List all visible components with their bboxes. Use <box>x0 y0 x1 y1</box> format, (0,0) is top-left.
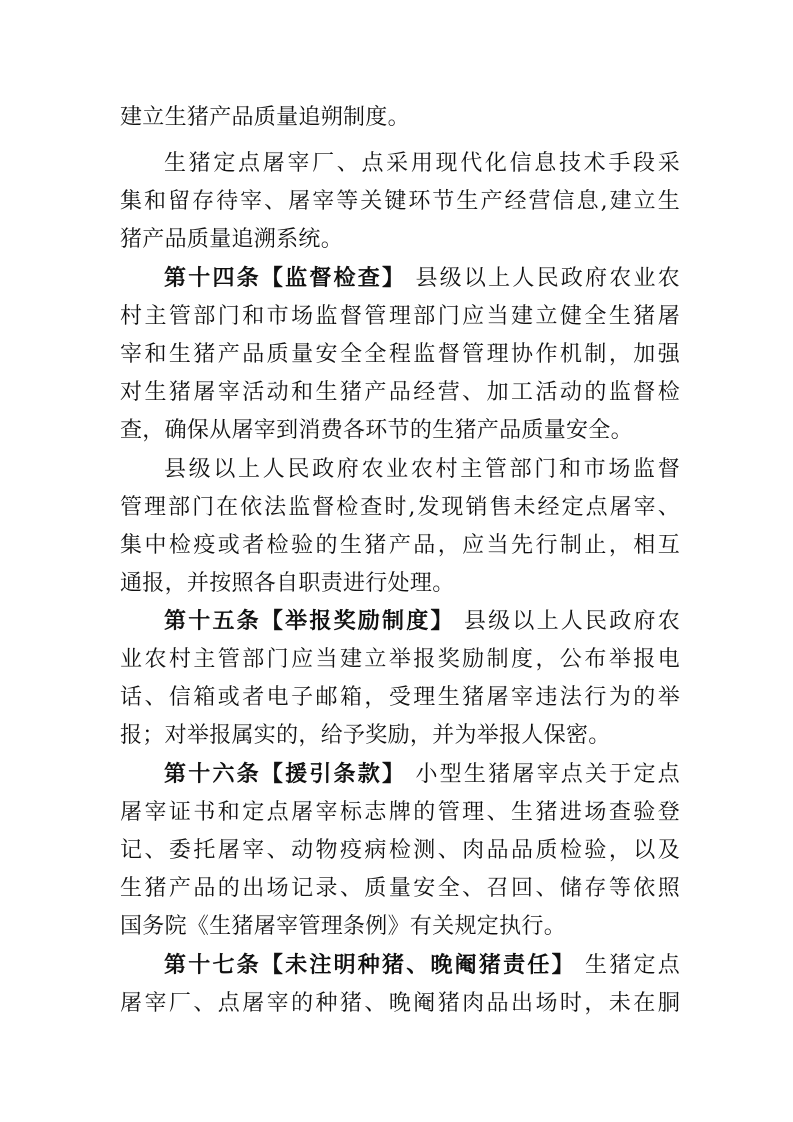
text-line: 国务院《生猪屠宰管理条例》有关规定执行。 <box>120 914 567 939</box>
text-line: 查，确保从屠宰到消费各环节的生猪产品质量安全。 <box>120 418 633 443</box>
text-line: 管理部门在依法监督检查时,发现销售未经定点屠宰、 <box>120 495 680 520</box>
text-line: 报；对举报属实的，给予奖励，并为举报人保密。 <box>120 723 611 748</box>
text-line: 业农村主管部门应当建立举报奖励制度，公布举报电 <box>120 647 680 672</box>
article-text: 县级以上人民政府农业农 <box>415 266 680 291</box>
article-17-first-line <box>164 951 680 981</box>
article-16-first-line <box>164 760 680 790</box>
text-line: 话、信箱或者电子邮箱，受理生猪屠宰违法行为的举 <box>120 685 680 710</box>
text-line: 建立生猪产品质量追朔制度。 <box>120 105 410 130</box>
article-heading: 第十五条【举报奖励制度】 <box>164 609 455 634</box>
text-line: 通报，并按照各自职责进行处理。 <box>120 571 455 596</box>
text-line: 生猪产品的出场记录、质量安全、召回、储存等依照 <box>120 876 680 901</box>
article-15-first-line <box>164 607 680 637</box>
text-line: 屠宰证书和定点屠宰标志牌的管理、生猪进场查验登 <box>120 800 680 825</box>
text-line: 对生猪屠宰活动和生猪产品经营、加工活动的监督检 <box>120 380 680 405</box>
text-line: 屠宰厂、点屠宰的种猪、晚阉猪肉品出场时，未在胴 <box>120 991 680 1016</box>
text-line: 宰和生猪产品质量安全全程监督管理协作机制，加强 <box>120 342 680 367</box>
article-heading: 第十六条【援引条款】 <box>164 762 407 787</box>
text-line: 集中检疫或者检验的生猪产品，应当先行制止，相互 <box>120 533 680 558</box>
text-line: 县级以上人民政府农业农村主管部门和市场监督 <box>164 457 680 482</box>
article-heading: 第十七条【未注明种猪、晚阉猪责任】 <box>164 953 576 978</box>
article-text: 县级以上人民政府农 <box>463 609 680 634</box>
article-14-first-line <box>164 264 680 294</box>
text-line: 集和留存待宰、屠宰等关键环节生产经营信息,建立生 <box>120 189 680 214</box>
article-heading: 第十四条【监督检查】 <box>164 266 407 291</box>
text-line: 生猪定点屠宰厂、点采用现代化信息技术手段采 <box>164 151 680 176</box>
text-line: 猪产品质量追溯系统。 <box>120 227 344 252</box>
article-text: 小型生猪屠宰点关于定点 <box>415 762 680 787</box>
text-line: 村主管部门和市场监督管理部门应当建立健全生猪屠 <box>120 304 680 329</box>
text-line: 记、委托屠宰、动物疫病检测、肉品品质检验，以及 <box>120 838 680 863</box>
article-text: 生猪定点 <box>585 953 681 978</box>
